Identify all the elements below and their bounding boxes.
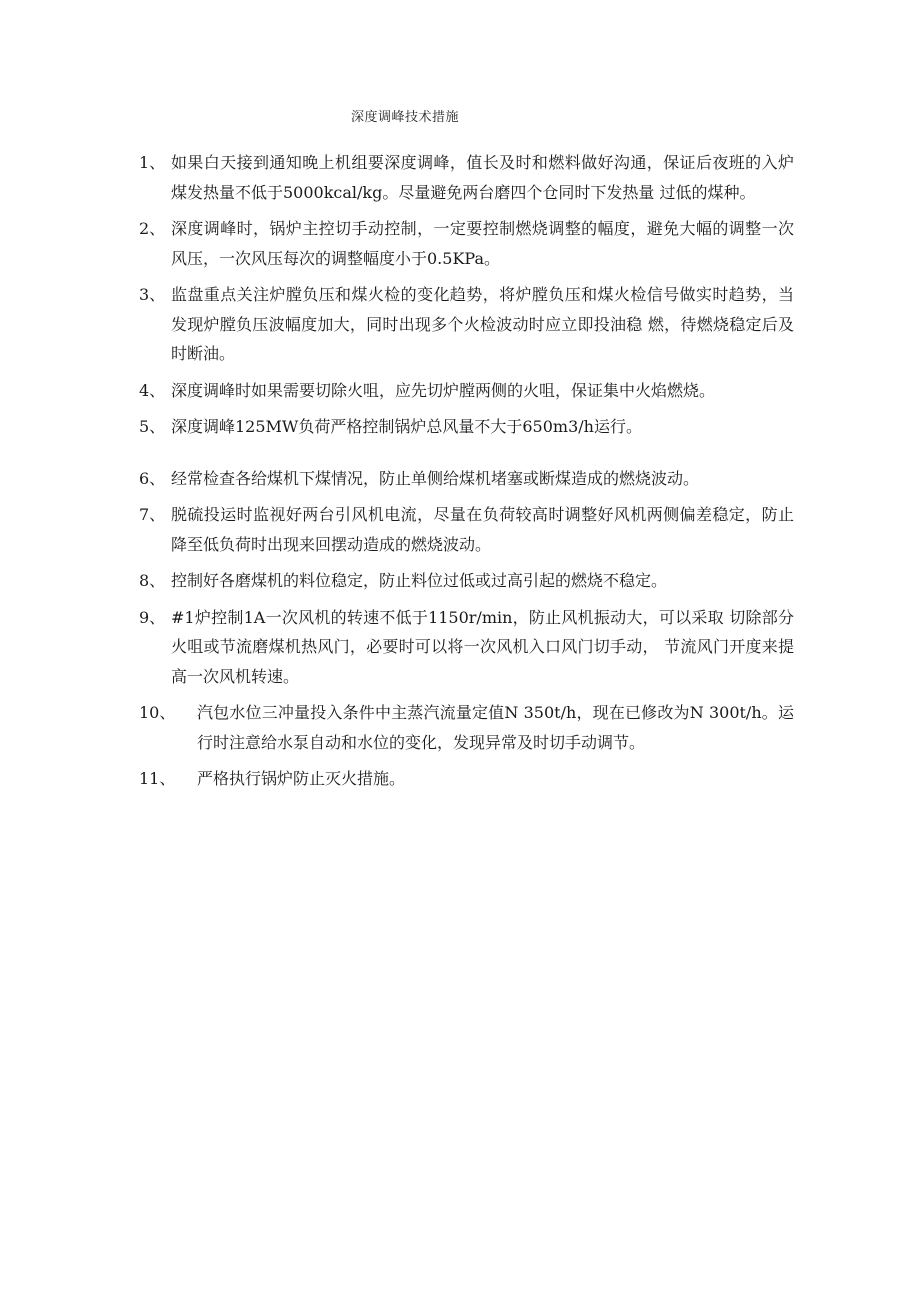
list-item bbox=[139, 280, 794, 369]
measures-list bbox=[139, 148, 794, 801]
list-item bbox=[139, 603, 794, 692]
item-text: 汽包水位三冲量投入条件中主蒸汽流量定值N 350t/h，现在已修改为N 300t/h。运行时注意给水泵自动和水位的变化，发现异常及时切手动调节。 bbox=[197, 703, 794, 752]
item-text: 深度调峰125MW负荷严格控制锅炉总风量不大于650m3/h运行。 bbox=[171, 417, 642, 436]
item-number: 11、 bbox=[139, 769, 176, 788]
item-number: 6、 bbox=[139, 468, 166, 488]
item-number: 8、 bbox=[139, 571, 166, 590]
item-text: 经常检查各给煤机下煤情况，防止单侧给煤机堵塞或断煤造成的燃烧波动。 bbox=[171, 468, 700, 488]
item-text: 深度调峰时，锅炉主控切手动控制，一定要控制燃烧调整的幅度，避免大幅的调整一次风压，一次风压每次的调整幅度小于0.5KPa。 bbox=[171, 219, 794, 268]
item-text: 如果白天接到通知晚上机组要深度调峰，值长及时和燃料做好沟通，保证后夜班的入炉煤发热量不低于5000kcal/kg。尽量避免两台磨四个仓同时下发热量 过低的煤种。 bbox=[171, 153, 794, 202]
item-number: 7、 bbox=[139, 505, 166, 524]
list-item bbox=[139, 148, 794, 207]
list-item bbox=[139, 764, 794, 794]
item-number: 3、 bbox=[139, 285, 166, 304]
list-item bbox=[139, 376, 794, 406]
item-number: 10、 bbox=[139, 703, 176, 722]
list-item bbox=[139, 214, 794, 273]
item-text: 严格执行锅炉防止灭火措施。 bbox=[197, 769, 406, 788]
list-item bbox=[139, 698, 794, 757]
list-item bbox=[139, 464, 794, 494]
item-text: 脱硫投运时监视好两台引风机电流，尽量在负荷较高时调整好风机两侧偏差稳定，防止降至低负荷时出现来回摆动造成的燃烧波动。 bbox=[171, 505, 794, 554]
list-item bbox=[139, 500, 794, 559]
item-number: 1、 bbox=[139, 153, 166, 172]
item-number: 9、 bbox=[139, 607, 166, 627]
item-number: 4、 bbox=[139, 380, 166, 400]
item-text: 深度调峰时如果需要切除火咀，应先切炉膛两侧的火咀，保证集中火焰燃烧。 bbox=[171, 380, 716, 400]
list-item bbox=[139, 566, 794, 596]
item-text: #1炉控制1A一次风机的转速不低于1150r/min，防止风机振动大，可以采取 切除部分火咀或节流磨煤机热风门，必要时可以将一次风机入口风门切手动， 节流风门开度来提高一次风机转速。 bbox=[171, 607, 794, 686]
item-number: 2、 bbox=[139, 219, 166, 238]
item-text: 监盘重点关注炉膛负压和煤火检的变化趋势，将炉膛负压和煤火检信号做实时趋势，当发现炉膛负压波幅度加大，同时出现多个火检波动时应立即投油稳 燃，待燃烧稳定后及时断油。 bbox=[171, 285, 794, 363]
document-title: 深度调峰技术措施 bbox=[350, 110, 459, 125]
item-number: 5、 bbox=[139, 417, 166, 436]
list-item bbox=[139, 412, 794, 442]
item-text: 控制好各磨煤机的料位稳定，防止料位过低或过高引起的燃烧不稳定。 bbox=[171, 571, 668, 590]
